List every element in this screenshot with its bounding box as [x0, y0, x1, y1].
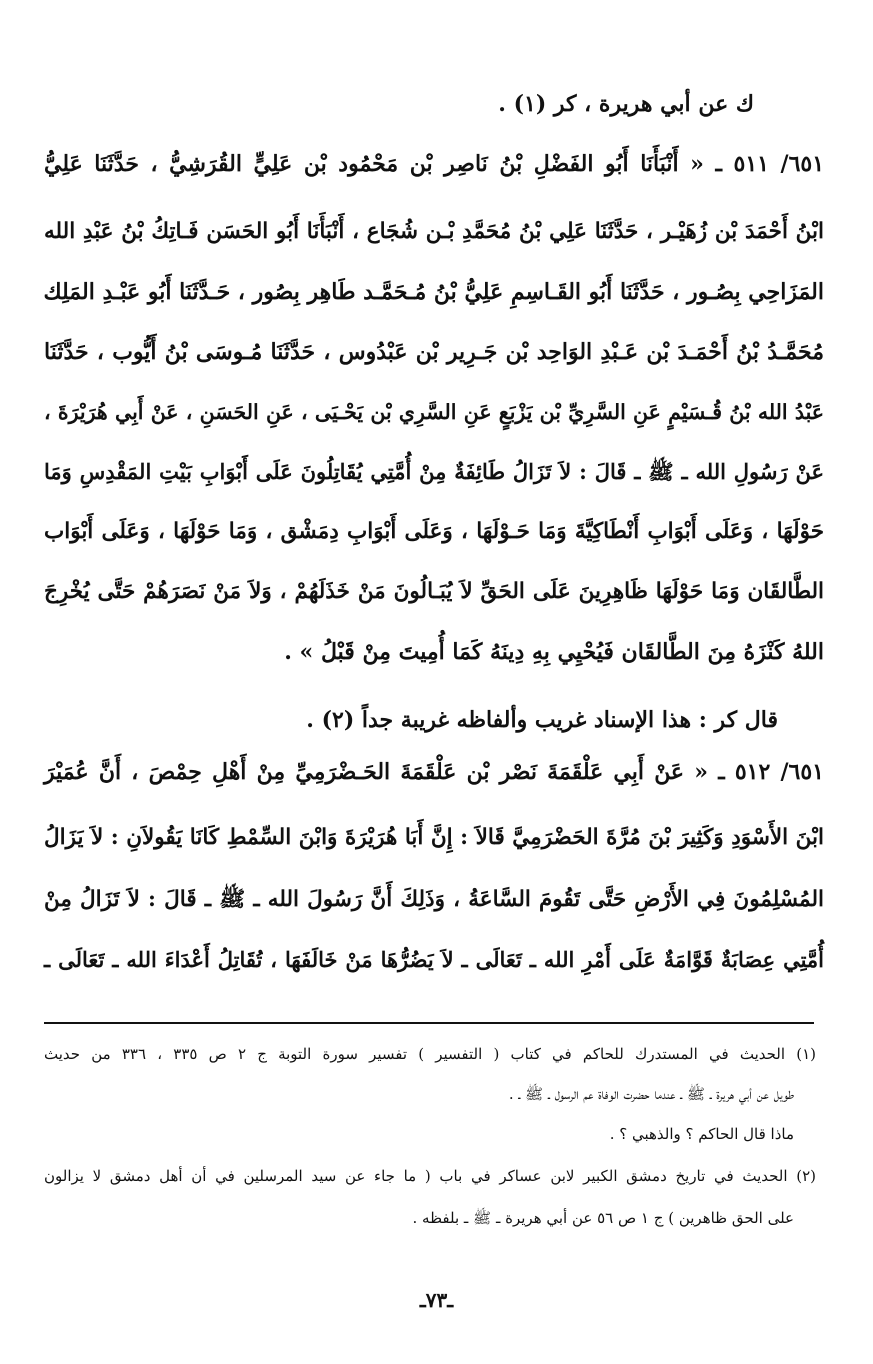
hadith-512-line-3: المُسْلِمُونَ فِي الأَرْضِ حَتَّى تَقُومَ السَّاعَةُ ، وَذَلِكَ أَنَّ رَسُولَ الله ـ ﷺ ـ قَالَ : لاَ تَزَالُ مِنْ	[44, 887, 824, 912]
hadith-511-line-2: ابْنُ أَحْمَدَ بْن زُهَيْـر ، حَدَّثَنَا عَلِي بْنُ مُحَمَّدِ بْـن شُجَاع ، أَنْبَأَنَا أَبُو الحَسَن فَـاتِكُ بْنُ عَبْدِ الله	[44, 219, 824, 244]
footnote-1-line-1: (١) الحديث في المستدرك للحاكم في كتاب ( التفسير ) تفسير سورة التوبة ج ٢ ص ٣٣٥ ، ٣٣٦ من حديث	[44, 1045, 816, 1063]
hadith-512-line-1: ٦٥١/ ٥١٢ ـ « عَنْ أَبِي عَلْقَمَةَ نَصْر بْن عَلْقَمَةَ الحَـضْرَمِيِّ مِنْ أَهْلِ حِمْصَ ، أَنَّ عُمَيْرَ	[44, 759, 824, 785]
page-number: ـ٧٣ـ	[419, 1288, 454, 1312]
hadith-512-line-4: أُمَّتِي عِصَابَةٌ قَوَّامَةٌ عَلَى أَمْرِ الله ـ تَعَالَى ـ لاَ يَضُرُّهَا مَنْ خَالَفَهَا ، تُقَاتِلُ أَعْدَاءَ الله ـ تَعَالَى ـ	[44, 947, 824, 972]
hadith-512-line-2: ابْنَ الأَسْوَدِ وَكَثِيرَ بْنَ مُرَّةَ الحَضْرَمِيَّ قَالاَ : إِنَّ أَبَا هُرَيْرَةَ وَابْنَ السِّمْطِ كَانَا يَقُولاَنِ : لاَ يَزَالُ	[44, 825, 824, 850]
footnote-1-line-2: طويل عن أبي هريرة ـ ﷺ ـ عندما حضرت الوفاة عم الرسول ـ ﷺ ـ .	[508, 1085, 794, 1103]
hadith-511-line-7: حَوْلَهَا ، وَعَلَى أَبْوَابِ أَنْطَاكِيَّةَ وَمَا حَـوْلَهَا ، وَعَلَى أَبْوَابِ دِمَشْق ، وَمَا حَوْلَهَا ، وَعَلَى أَبْوَاب	[44, 519, 824, 544]
hadith-511-line-5: عَبْدُ الله بْنُ قُـسَيْمٍ عَنِ السَّرِيِّ بْن يَزْبَعٍ عَنِ السَّرِي بْن يَحْـيَى ، عَنِ الحَسَنِ ، عَنْ أَبِي هُرَيْرَةَ ،	[44, 400, 824, 424]
hadith-511-line-1: ٦٥١/ ٥١١ ـ « أَنْبَأَنَا أَبُو الفَضْلِ بْنُ نَاصِر بْن مَحْمُود بْن عَلِيٍّ القُرَشِيُّ ، حَدَّثَنَا عَلِيُّ	[44, 151, 825, 177]
note-line: قال كر : هذا الإسناد غريب وألفاظه غريبة جداً (٢) .	[306, 707, 778, 733]
footnote-1-line-3: ماذا قال الحاكم ؟ والذهبي ؟ .	[609, 1125, 794, 1143]
hadith-511-line-9: اللهُ كَنْزَهُ مِنَ الطَّالقَان فَيُحْيِي بِهِ دِينَهُ كَمَا أُمِيتَ مِنْ قَبْلُ » .	[284, 639, 824, 665]
text-line-1: ك عن أبي هريرة ، كر (١) .	[498, 91, 754, 117]
footnote-2-line-2: على الحق ظاهرين ) ج ١ ص ٥٦ عن أبي هريرة ـ ﷺ ـ بلفظه .	[412, 1209, 794, 1227]
hadith-511-line-4: مُحَمَّـدُ بْنُ أَحْمَـدَ بْن عَـبْدِ الوَاحِد بْن جَـرِير بْن عَبْدُوس ، حَدَّثَنَا مُـوسَى بْنُ أَيُّوب ، حَدَّثَنَا	[44, 339, 824, 365]
document-page	[44, 0, 824, 1364]
footnote-2-line-1: (٢) الحديث في تاريخ دمشق الكبير لابن عساكر في باب ( ما جاء عن سيد المرسلين في أن أهل دمشق لا يزالون	[44, 1167, 816, 1185]
hadith-511-line-3: المَزَاحِي بِصُـور ، حَدَّثَنَا أَبُو القَـاسِمِ عَلِيُّ بْنُ مُـحَمَّـد طَاهِر بِصُور ، حَـدَّثَنَا أَبُو عَبْـدِ المَلِك	[43, 279, 824, 305]
hadith-511-line-6: عَنْ رَسُولِ الله ـ ﷺ ـ قَالَ : لاَ تَزَالُ طَائِفَةٌ مِنْ أُمَّتِي يُقَاتِلُونَ عَلَى أَبْوَابِ بَيْتِ المَقْدِسِ وَمَا	[44, 459, 824, 484]
footnote-separator	[44, 1022, 814, 1024]
hadith-511-line-8: الطَّالقَان وَمَا حَوْلَهَا ظَاهِرِينَ عَلَى الحَقِّ لاَ يُبَـالُونَ مَنْ خَذَلَهُمْ ، وَلاَ مَنْ نَصَرَهُمْ حَتَّى يُخْرِجَ	[44, 579, 824, 604]
